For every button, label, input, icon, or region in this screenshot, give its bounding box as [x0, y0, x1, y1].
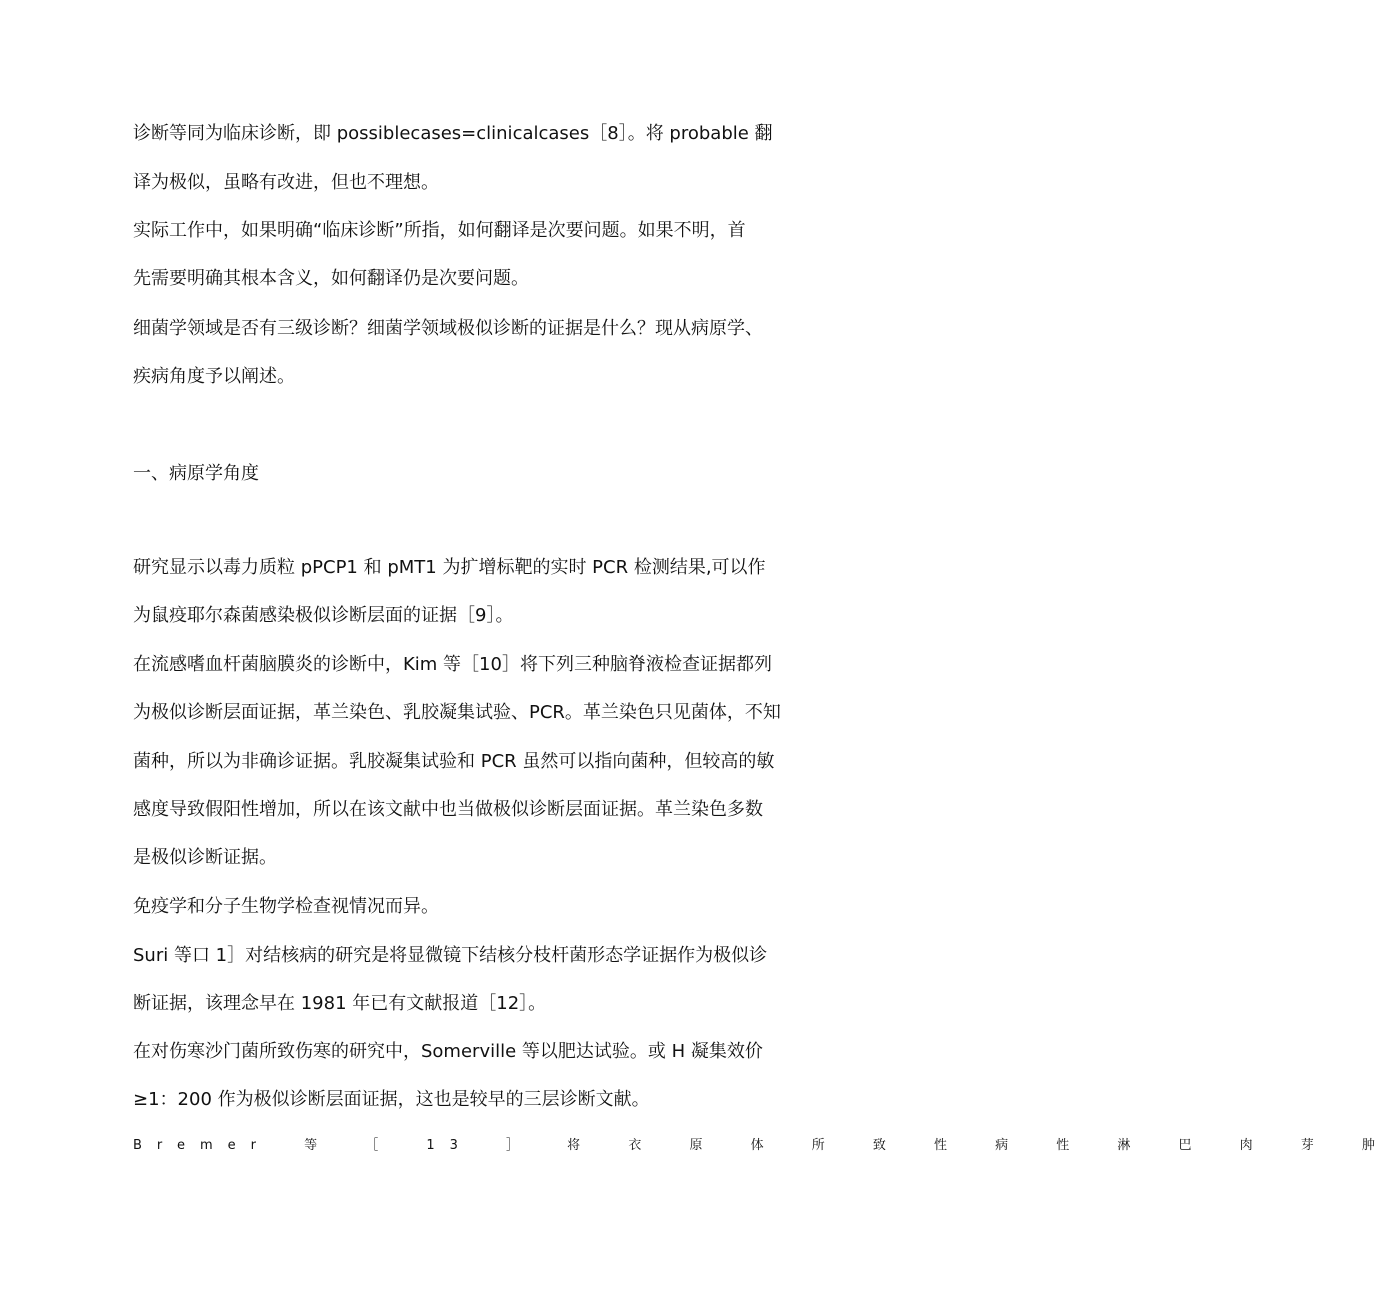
paragraph-1-line-1: 诊断等同为临床诊断，即 possiblecases=clinicalcases［8］。将 probable 翻	[133, 123, 773, 144]
paragraph-7-line-2: 断证据，该理念早在 1981 年已有文献报道［12］。	[133, 993, 547, 1014]
paragraph-4-line-1: 研究显示以毒力质粒 pPCP1 和 pMT1 为扩增标靶的实时 PCR 检测结果,可以作	[133, 557, 766, 578]
paragraph-4-line-2: 为鼠疫耶尔森菌感染极似诊断层面的证据［9］。	[133, 605, 514, 626]
paragraph-3-line-1: 细菌学领域是否有三级诊断？细菌学领域极似诊断的证据是什么？现从病原学、	[133, 318, 763, 339]
paragraph-3-line-2: 疾病角度予以阐述。	[133, 366, 295, 387]
paragraph-5-line-3: 菌种，所以为非确诊证据。乳胶凝集试验和 PCR 虽然可以指向菌种，但较高的敏	[133, 751, 775, 772]
paragraph-9-line-1: Bremer 等 ［ 13 ］ 将 衣 原 体 所 致 性 病 性 淋 巴 肉 芽 肿	[133, 1138, 1390, 1153]
paragraph-2-line-1: 实际工作中，如果明确“临床诊断”所指，如何翻译是次要问题。如果不明，首	[133, 220, 746, 241]
paragraph-5-line-1: 在流感嗜血杆菌脑膜炎的诊断中，Kim 等［10］将下列三种脑脊液检查证据都列	[133, 654, 772, 675]
paragraph-2-line-2: 先需要明确其根本含义，如何翻译仍是次要问题。	[133, 268, 529, 289]
paragraph-5-line-5: 是极似诊断证据。	[133, 847, 277, 868]
paragraph-8-line-2: ≥1：200 作为极似诊断层面证据，这也是较早的三层诊断文献。	[133, 1089, 650, 1110]
paragraph-5-line-2: 为极似诊断层面证据，革兰染色、乳胶凝集试验、PCR。革兰染色只见菌体，不知	[133, 702, 781, 723]
paragraph-5-line-4: 感度导致假阳性增加，所以在该文献中也当做极似诊断层面证据。革兰染色多数	[133, 799, 763, 820]
paragraph-8-line-1: 在对伤寒沙门菌所致伤寒的研究中，Somerville 等以肥达试验。或 H 凝集效价	[133, 1041, 763, 1062]
section-heading: 一、病原学角度	[133, 463, 259, 484]
paragraph-6-line-1: 免疫学和分子生物学检查视情况而异。	[133, 896, 439, 917]
paragraph-7-line-1: Suri 等口 1］对结核病的研究是将显微镜下结核分枝杆菌形态学证据作为极似诊	[133, 945, 768, 966]
paragraph-1-line-2: 译为极似，虽略有改进，但也不理想。	[133, 172, 439, 193]
